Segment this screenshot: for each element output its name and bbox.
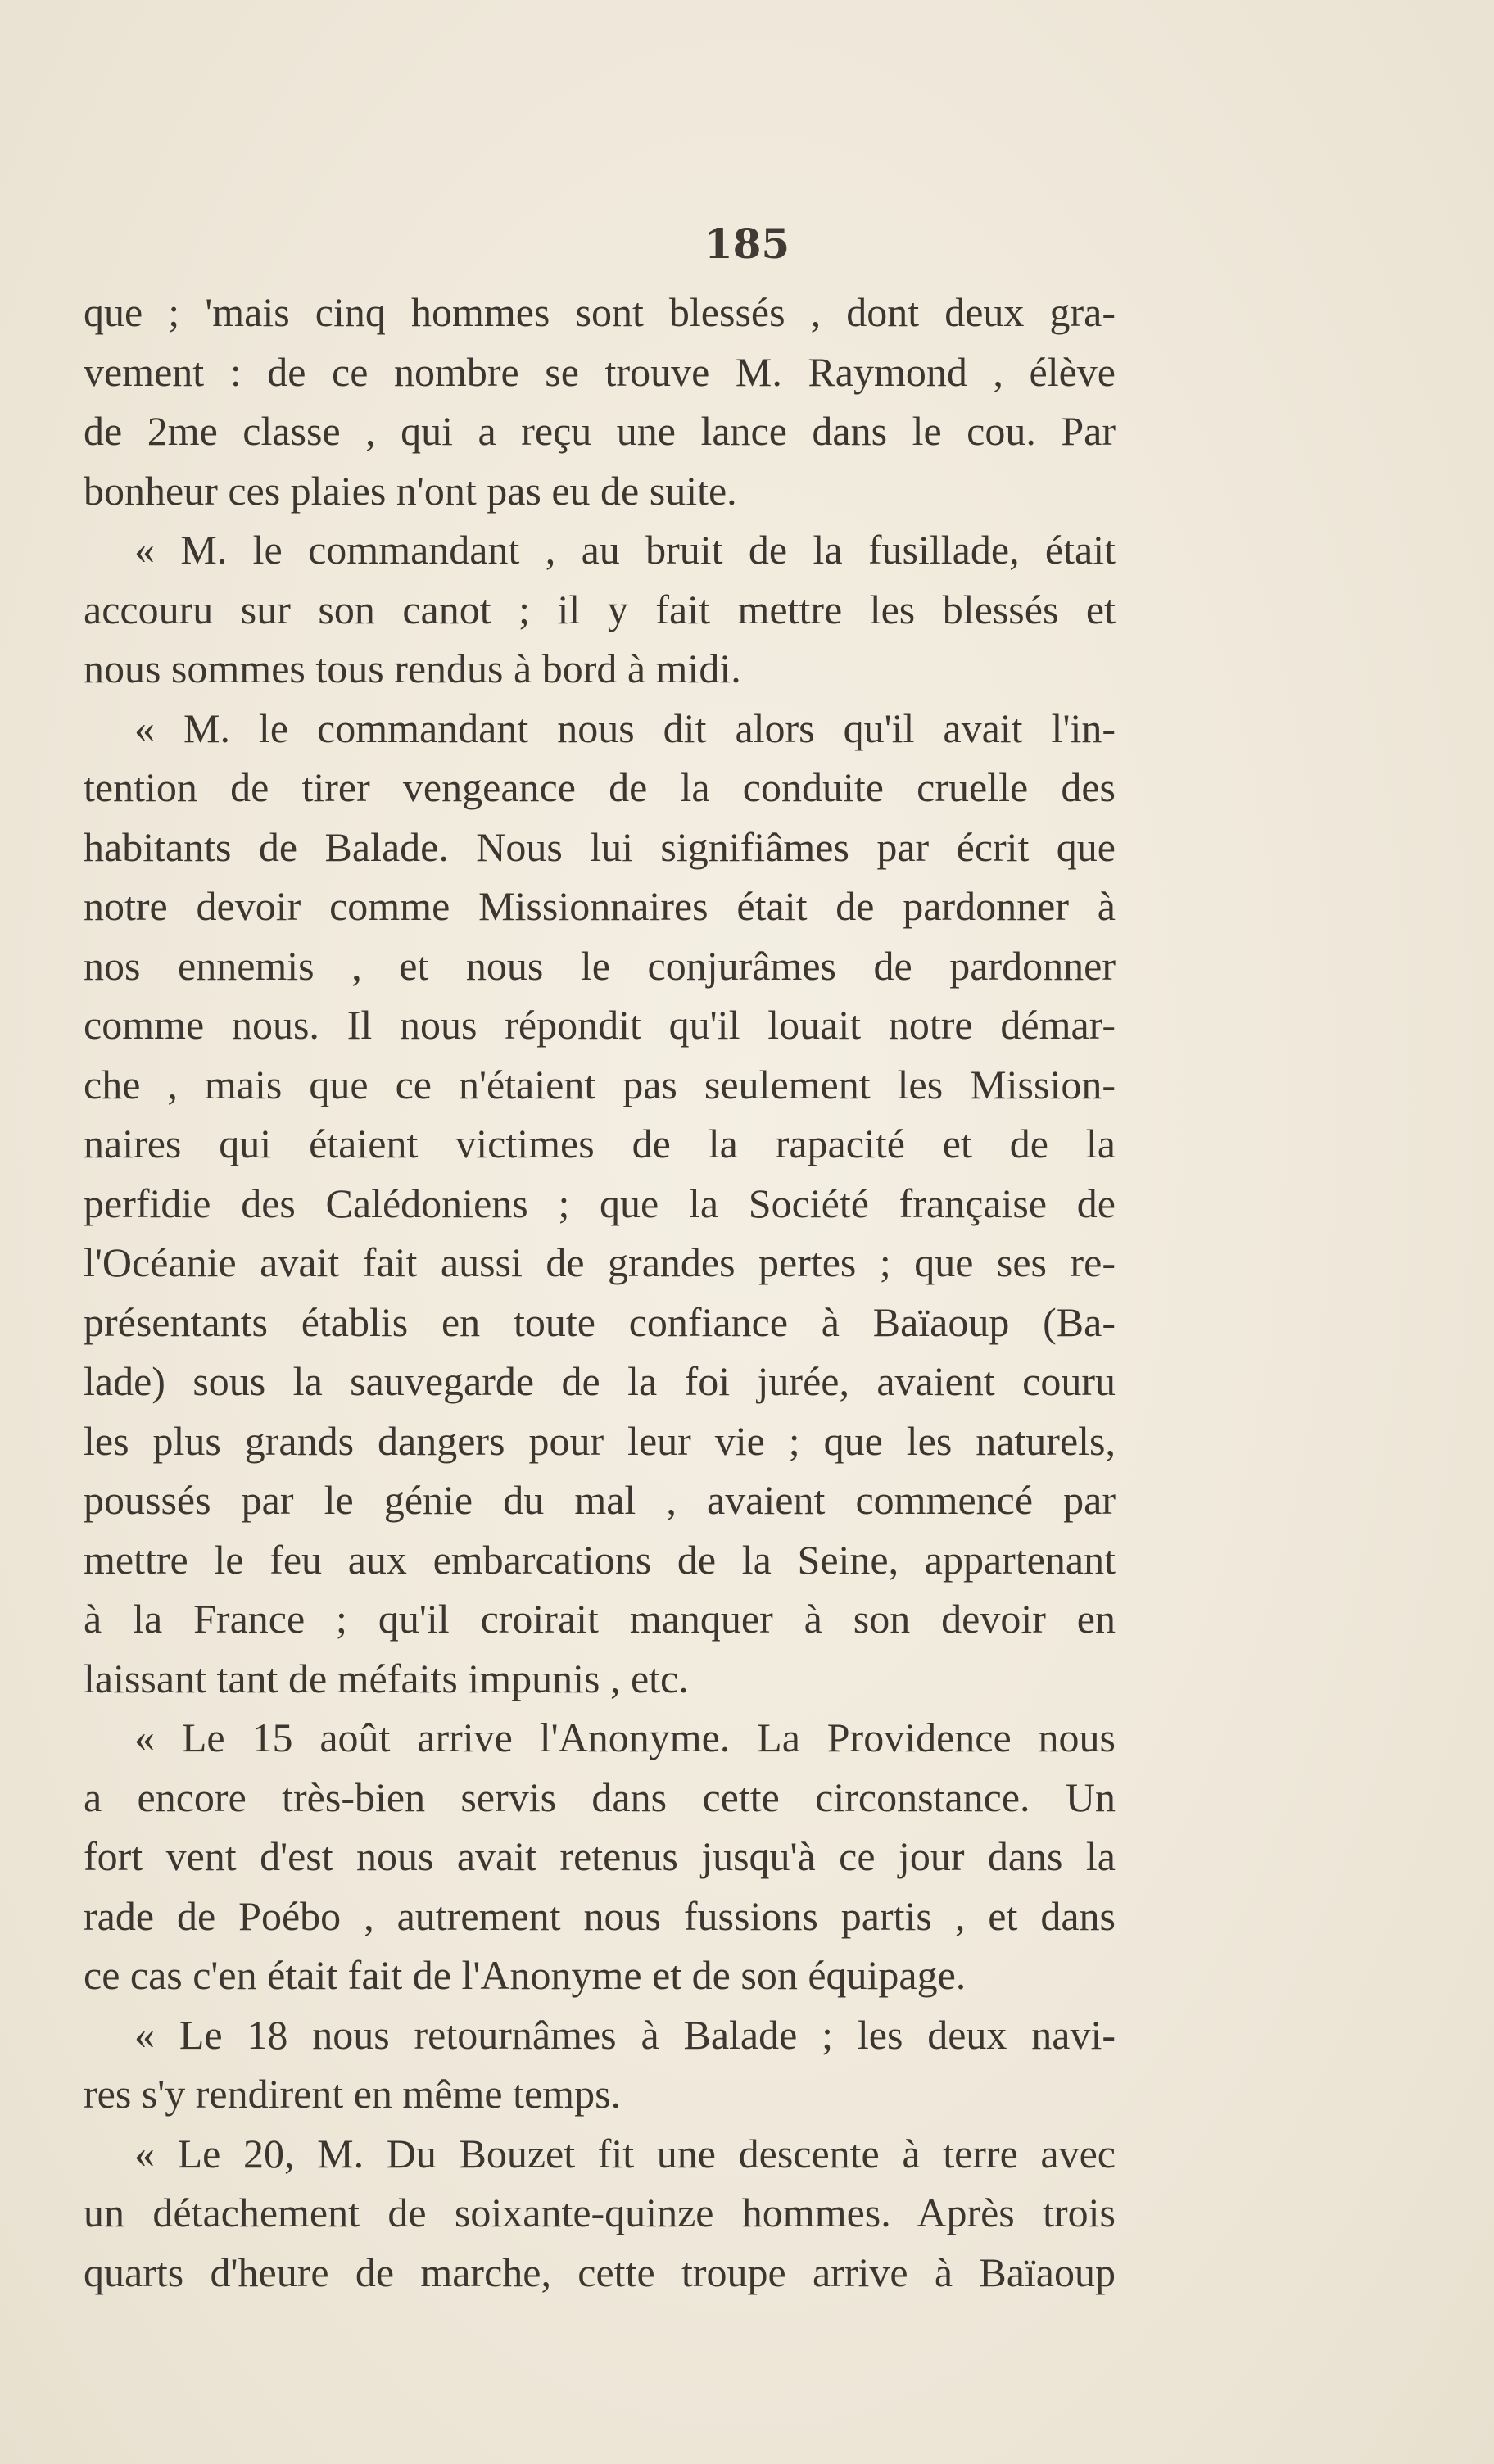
text-line: perfidie des Calédoniens ; que la Société française de	[84, 1180, 1116, 1226]
text-line: bonheur ces plaies n'ont pas eu de suite.	[84, 467, 737, 514]
text-line: notre devoir comme Missionnaires était de pardonner à	[84, 883, 1116, 929]
text-line: accouru sur son canot ; il y fait mettre les blessés et	[84, 586, 1116, 632]
text-line: « Le 15 août arrive l'Anonyme. La Providence nous	[134, 1714, 1116, 1760]
text-line: ce cas c'en était fait de l'Anonyme et de son équipage.	[84, 1952, 967, 1998]
text-line: lade) sous la sauvegarde de la foi jurée, avaient couru	[84, 1358, 1116, 1404]
text-line: habitants de Balade. Nous lui signifiâmes par écrit que	[84, 823, 1116, 870]
text-line: naires qui étaient victimes de la rapacité et de la	[84, 1121, 1116, 1166]
text-line: « M. le commandant , au bruit de la fusillade, était	[134, 527, 1116, 573]
text-line: à la France ; qu'il croirait manquer à son devoir en	[84, 1596, 1116, 1642]
text-line: mettre le feu aux embarcations de la Seine, appartenant	[84, 1536, 1116, 1583]
text-line: rade de Poébo , autrement nous fussions partis , et dans	[84, 1892, 1116, 1939]
text-line: de 2me classe , qui a reçu une lance dans le cou. Par	[84, 408, 1116, 454]
text-line: nos ennemis , et nous le conjurâmes de pardonner	[84, 942, 1116, 989]
text-line: « Le 18 nous retournâmes à Balade ; les deux navi-	[134, 2011, 1116, 2058]
text-line: poussés par le génie du mal , avaient commencé par	[84, 1477, 1116, 1523]
text-line: nous sommes tous rendus à bord à midi.	[84, 645, 741, 691]
text-line: vement : de ce nombre se trouve M. Raymond , élève	[84, 348, 1116, 395]
text-line: « M. le commandant nous dit alors qu'il avait l'in-	[134, 704, 1116, 751]
text-line: laissant tant de méfaits impunis , etc.	[84, 1655, 689, 1701]
text-line: un détachement de soixante-quinze hommes. Après trois	[84, 2190, 1116, 2235]
body-text	[84, 283, 1116, 2302]
page-number: 185	[704, 220, 790, 268]
text-line: res s'y rendirent en même temps.	[84, 2071, 622, 2117]
text-line: tention de tirer vengeance de la conduite cruelle des	[84, 764, 1116, 810]
text-line: l'Océanie avait fait aussi de grandes pertes ; que ses re-	[84, 1239, 1116, 1285]
text-line: présentants établis en toute confiance à Baïaoup (Ba-	[84, 1298, 1116, 1345]
text-line: « Le 20, M. Du Bouzet fit une descente à terre avec	[134, 2130, 1116, 2176]
text-line: fort vent d'est nous avait retenus jusqu'à ce jour dans la	[84, 1833, 1116, 1879]
text-line: quarts d'heure de marche, cette troupe arrive à Baïaoup	[84, 2249, 1116, 2295]
text-line: che , mais que ce n'étaient pas seulement les Mission-	[84, 1061, 1116, 1107]
text-line: comme nous. Il nous répondit qu'il louait notre démar-	[84, 1002, 1116, 1048]
text-line: que ; 'mais cinq hommes sont blessés , dont deux gra-	[84, 289, 1116, 335]
text-line: les plus grands dangers pour leur vie ; que les naturels,	[84, 1417, 1116, 1464]
text-line: a encore très-bien servis dans cette circonstance. Un	[84, 1773, 1116, 1820]
